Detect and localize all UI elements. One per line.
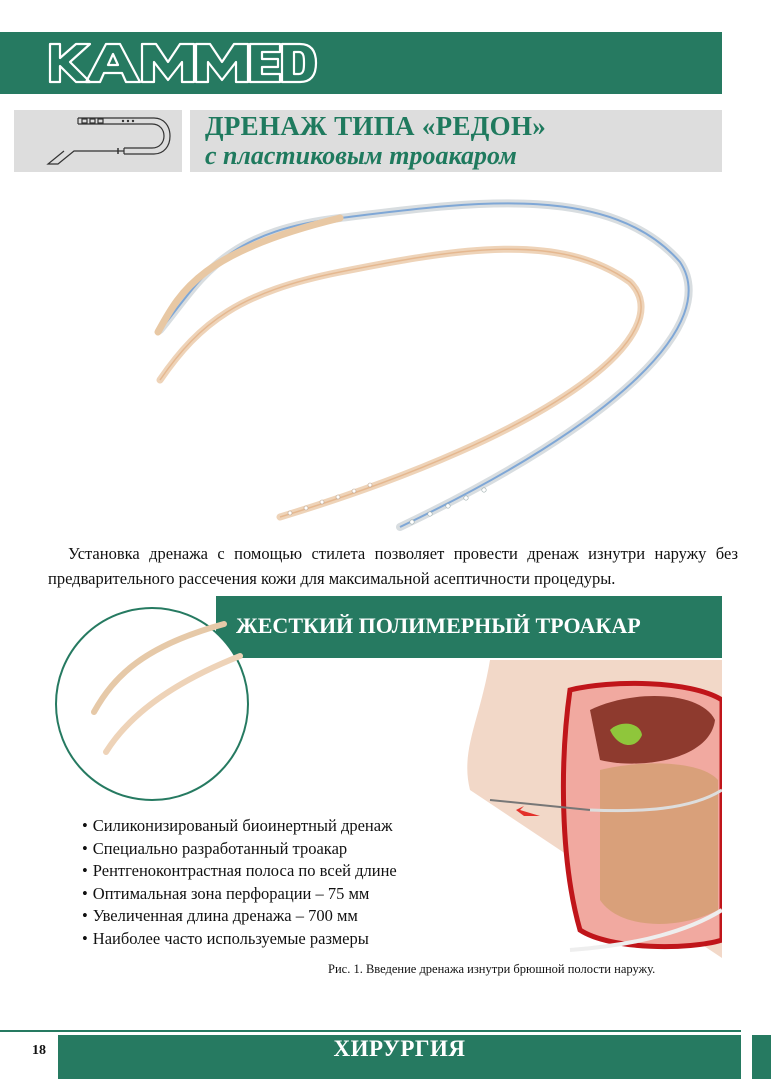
list-item: • Оптимальная зона перфорации – 75 мм [82,883,370,903]
list-item: • Силиконизированый биоинертный дренаж [82,816,393,835]
drain-schematic-icon [14,110,182,172]
list-item: • Увеличенная длина дренажа – 700 мм [82,906,358,925]
footer-rule [0,1030,741,1032]
kammed-logo [46,40,318,86]
list-item: • Рентгеноконтрастная полоса по всей длине [82,861,397,880]
abdomen-illustration [460,660,722,958]
feature-list [82,815,397,950]
list-item: • Наиболее часто используемые размеры [82,928,369,948]
footer-section-title: ХИРУРГИЯ [333,1036,466,1061]
drain-product-image [140,182,700,542]
section-title: ЖЕСТКИЙ ПОЛИМЕРНЫЙ ТРОАКАР [236,613,641,638]
list-item: • Специально разработанный троакар [82,838,348,858]
page-number: 18 [32,1043,46,1058]
figure-caption: Рис. 1. Введение дренажа изнутри брюшной полости наружу. [328,962,656,976]
trocar-closeup-image [54,606,250,802]
drain-schematic-panel [14,110,182,172]
page-title: ДРЕНАЖ ТИПА «РЕДОН» [205,111,547,141]
footer-side-bar [752,1035,771,1079]
page-subtitle: с пластиковым троакаром [205,141,517,170]
intro-paragraph: Установка дренажа с помощью стилета позволяет провести дренаж изнутри наружу без предварительного рассечения кожи для максимальной асептичности процедуры. [48,544,738,588]
